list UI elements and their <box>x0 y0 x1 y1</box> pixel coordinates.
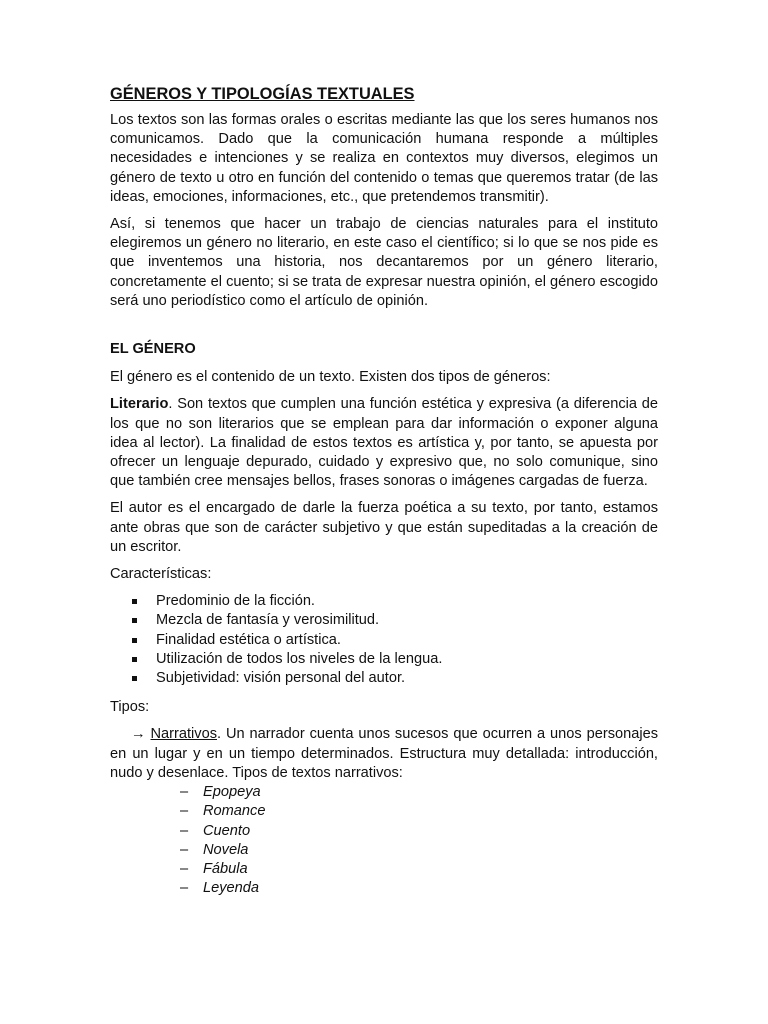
arrow-right-icon: → <box>131 726 146 743</box>
narrativos-tipos-list <box>110 783 658 898</box>
list-item <box>110 650 658 669</box>
narrativos-term: Narrativos <box>150 726 218 743</box>
list-item <box>110 802 658 821</box>
dash-bullet-icon: – <box>180 841 189 858</box>
dash-bullet-icon: – <box>180 822 189 839</box>
list-item <box>110 611 658 630</box>
caracteristicas-list <box>110 592 658 688</box>
dash-bullet-icon: – <box>180 803 189 820</box>
list-item <box>110 592 658 611</box>
list-item-text: Predominio de la ficción. <box>156 593 315 610</box>
list-item <box>110 669 658 688</box>
autor-paragraph: El autor es el encargado de darle la fuerza poética a su texto, por tanto, estamos ante obras que son de carácter subjetivo y que están supeditadas a la creación de un escritor. <box>110 500 658 555</box>
dash-bullet-icon: – <box>180 784 189 801</box>
list-item-text: Leyenda <box>203 880 259 897</box>
section-intro-paragraph: El género es el contenido de un texto. Existen dos tipos de géneros: <box>110 369 551 386</box>
square-bullet-icon <box>132 657 137 662</box>
square-bullet-icon <box>132 599 137 604</box>
list-item-text: Romance <box>203 803 266 820</box>
intro-paragraph-2: Así, si tenemos que hacer un trabajo de ciencias naturales para el instituto elegiremos un género no literario, en este caso el científico; si lo que se nos pide es que inventemos una historia, nos decantaremos por un género literario, concretamente el cuento; si se trata de expresar nuestra opinión, el género escogido será uno periodístico como el artículo de opinión. <box>110 216 658 309</box>
list-item-text: Novela <box>203 841 249 858</box>
dash-bullet-icon: – <box>180 860 189 877</box>
intro-paragraph-1: Los textos son las formas orales o escritas mediante las que los seres humanos nos comunicamos. Dado que la comunicación humana responde a múltiples necesidades e intenciones y se realiza en contextos muy diversos, elegimos un género de texto u otro en función del contenido o temas que queremos tratar (de las ideas, emociones, informaciones, etc., que pretendemos transmitir). <box>110 112 658 205</box>
document-title: GÉNEROS Y TIPOLOGÍAS TEXTUALES <box>110 85 415 103</box>
literario-term: Literario <box>110 396 169 413</box>
square-bullet-icon <box>132 618 137 623</box>
list-item <box>110 879 658 898</box>
list-item-text: Fábula <box>203 860 248 877</box>
list-item-text: Epopeya <box>203 784 261 801</box>
list-item-text: Mezcla de fantasía y verosimilitud. <box>156 612 380 629</box>
list-item-text: Finalidad estética o artística. <box>156 631 341 648</box>
list-item-text: Subjetividad: visión personal del autor. <box>156 670 406 687</box>
narrativos-text: . Un narrador cuenta unos sucesos que ocurren a unos personajes en un lugar y en un tiempo determinados. Estructura muy detallada: introducción, nudo y desenlace. Tipos de textos narrativos: <box>110 726 658 781</box>
square-bullet-icon <box>132 676 137 681</box>
section-heading-el-genero: EL GÉNERO <box>110 341 196 358</box>
list-item <box>110 631 658 650</box>
list-item-text: Cuento <box>203 822 251 839</box>
list-item <box>110 822 658 841</box>
list-item <box>110 841 658 860</box>
dash-bullet-icon: – <box>180 880 189 897</box>
square-bullet-icon <box>132 638 137 643</box>
narrativos-paragraph <box>110 725 658 783</box>
list-item <box>110 860 658 879</box>
caracteristicas-label: Características: <box>110 566 212 583</box>
tipos-label: Tipos: <box>110 699 150 716</box>
list-item-text: Utilización de todos los niveles de la lengua. <box>156 650 443 667</box>
literario-paragraph <box>110 395 658 491</box>
list-item <box>110 783 658 802</box>
document-body <box>110 84 658 898</box>
literario-text: . Son textos que cumplen una función estética y expresiva (a diferencia de los que no son literarios que se emplean para dar información o exponer alguna idea al lector). La finalidad de estos textos es artística y, por tanto, se apuesta por ofrecer un lenguaje depurado, cuidado y expresivo que, no solo comunique, sino que también cree mensajes bellos, frases sonoras o imágenes cargadas de fuerza. <box>110 396 658 490</box>
